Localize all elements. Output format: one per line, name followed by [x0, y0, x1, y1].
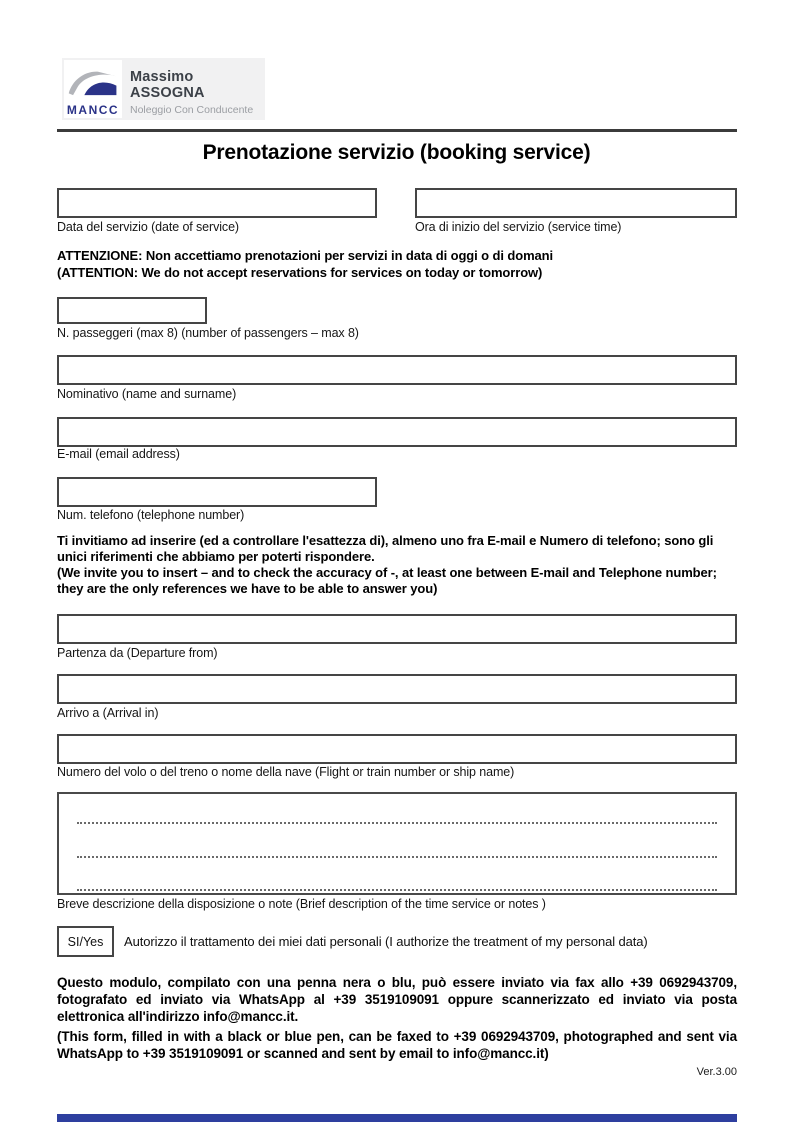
name-surname-input[interactable] [57, 355, 737, 385]
name-surname-label: Nominativo (name and surname) [57, 387, 237, 401]
version-label: Ver.3.00 [696, 1066, 737, 1078]
email-input[interactable] [57, 417, 737, 447]
attention-notice-en: (ATTENTION: We do not accept reservations for services on today or tomorrow) [57, 265, 543, 280]
consent-checkbox[interactable] [57, 926, 114, 957]
notes-writing-line [77, 856, 717, 858]
service-time-input[interactable] [415, 188, 737, 218]
car-logo-icon [67, 64, 119, 102]
attention-notice [57, 247, 737, 281]
submission-instructions-en: (This form, filled in with a black or blue pen, can be faxed to +39 0692943709, photographed and sent via WhatsApp to +39 3519109091 or scanned and sent by email to info@mancc.it) [57, 1029, 737, 1061]
notes-textarea[interactable] [57, 792, 737, 895]
submission-instructions [57, 974, 737, 1062]
departure-input[interactable] [57, 614, 737, 644]
contact-reference-note [57, 533, 737, 597]
phone-input[interactable] [57, 477, 377, 507]
arrival-label: Arrivo a (Arrival in) [57, 706, 159, 720]
mancc-logo [64, 60, 122, 118]
submission-instructions-it: Questo modulo, compilato con una penna nera o blu, può essere inviato via fax allo +39 0692943709, fotografato ed inviato via WhatsApp al +39 3519109091 oppure scannerizzato ed inviato via posta elettronica all'indirizzo info@mancc.it. [57, 975, 737, 1024]
attention-notice-it: ATTENZIONE: Non accettiamo prenotazioni per servizi in data di oggi o di domani [57, 248, 554, 263]
contact-reference-note-it: Ti invitiamo ad inserire (ed a controllare l'esattezza di), almeno uno fra E-mail e Numero di telefono; sono gli unici riferimenti che abbiamo per poterti rispondere. [57, 533, 714, 564]
departure-label: Partenza da (Departure from) [57, 646, 218, 660]
date-of-service-label: Data del servizio (date of service) [57, 220, 239, 234]
brand-subtitle: Noleggio Con Conducente [130, 104, 254, 116]
logo-wordmark: MANCC [66, 103, 120, 117]
footer-accent-bar [57, 1114, 737, 1122]
arrival-input[interactable] [57, 674, 737, 704]
flight-train-ship-label: Numero del volo o del treno o nome della nave (Flight or train number or ship name) [57, 765, 515, 779]
passengers-input[interactable] [57, 297, 207, 324]
company-logo-panel [62, 58, 265, 120]
brand-block [130, 69, 265, 116]
notes-writing-line [77, 889, 717, 891]
date-of-service-input[interactable] [57, 188, 377, 218]
notes-label: Breve descrizione della disposizione o note (Brief description of the time service or notes ) [57, 897, 546, 911]
flight-train-ship-input[interactable] [57, 734, 737, 764]
contact-reference-note-en: (We invite you to insert – and to check the accuracy of -, at least one between E-mail and Telephone number; they are the only references we have to be able to answer you) [57, 565, 717, 596]
page-title: Prenotazione servizio (booking service) [202, 141, 591, 164]
header-divider [57, 129, 737, 132]
passengers-label: N. passeggeri (max 8) (number of passengers – max 8) [57, 326, 359, 340]
phone-label: Num. telefono (telephone number) [57, 508, 245, 522]
consent-statement: Autorizzo il trattamento dei miei dati personali (I authorize the treatment of my personal data) [124, 934, 648, 949]
notes-writing-line [77, 822, 717, 824]
service-time-label: Ora di inizio del servizio (service time) [415, 220, 622, 234]
email-label: E-mail (email address) [57, 447, 180, 461]
consent-checkbox-label: SI/Yes [67, 934, 104, 949]
brand-name: Massimo ASSOGNA [130, 69, 205, 101]
